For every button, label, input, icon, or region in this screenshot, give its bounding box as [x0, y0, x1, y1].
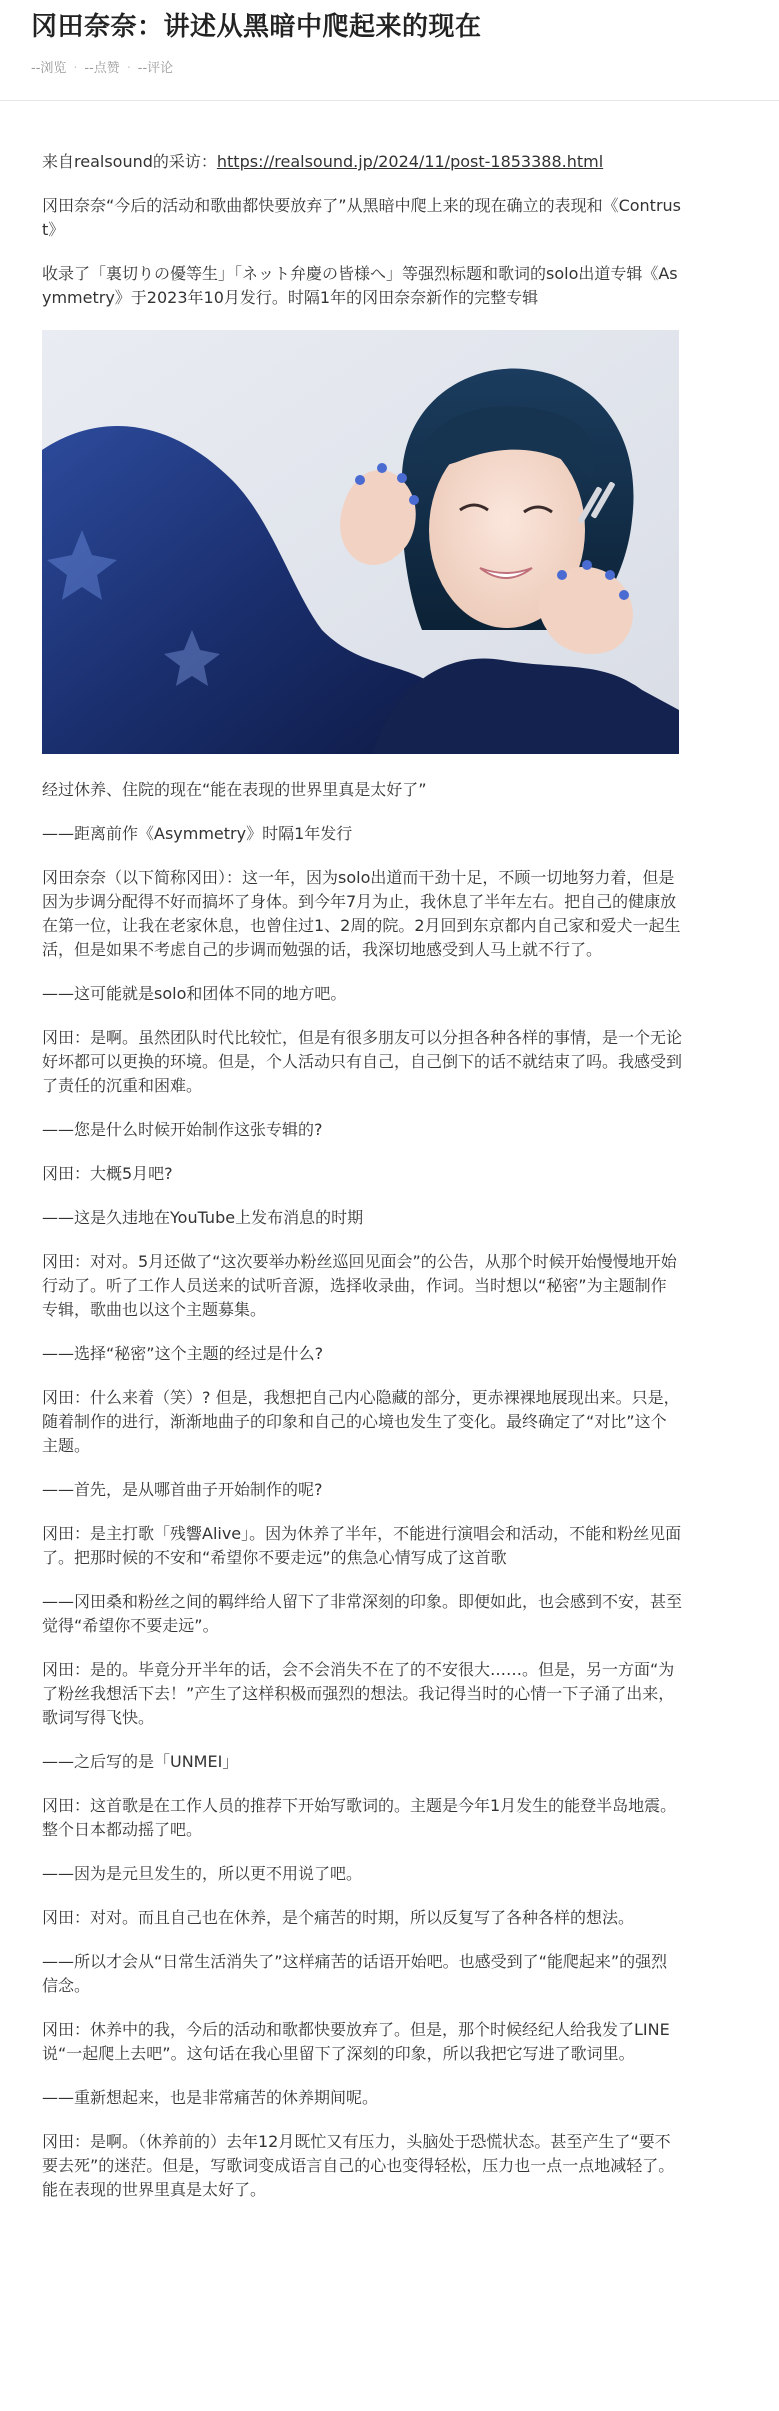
body-paragraph: 冈田：这首歌是在工作人员的推荐下开始写歌词的。主题是今年1月发生的能登半岛地震。整个日本都动摇了吧。 — [42, 1796, 677, 1839]
source-prefix: 来自realsound的采访： — [42, 152, 217, 171]
body-paragraph: ——因为是元旦发生的，所以更不用说了吧。 — [42, 1864, 363, 1883]
article-meta — [31, 60, 173, 78]
likes-count[interactable]: --点赞 — [84, 61, 120, 76]
body-paragraph: ——这是久违地在YouTube上发布消息的时期 — [42, 1208, 364, 1227]
body-paragraph: 冈田：大概5月吧? — [42, 1164, 173, 1183]
body-paragraph: 冈田：对对。而且自己也在休养，是个痛苦的时期，所以反复写了各种各样的想法。 — [42, 1908, 635, 1927]
body-paragraph: ——距离前作《Asymmetry》时隔1年发行 — [42, 824, 353, 843]
content-fade-overlay — [0, 2350, 779, 2411]
article-header — [0, 0, 779, 101]
body-paragraph: ——重新想起来，也是非常痛苦的休养期间呢。 — [42, 2088, 379, 2107]
body-paragraph: ——这可能就是solo和团体不同的地方吧。 — [42, 984, 347, 1003]
body-paragraph: ——之后写的是「UNMEI」 — [42, 1752, 239, 1771]
body-paragraph: ——冈田桑和粉丝之间的羁绊给人留下了非常深刻的印象。即便如此，也会感到不安，甚至觉得“希望你不要走远”。 — [42, 1592, 683, 1635]
body-paragraph: 冈田：是啊。虽然团队时代比较忙，但是有很多朋友可以分担各种各样的事情，是一个无论好坏都可以更换的环境。但是，个人活动只有自己，自己倒下的话不就结束了吗。我感受到了责任的沉重和困难。 — [42, 1028, 683, 1095]
body-paragraph: 冈田：对对。5月还做了“这次要举办粉丝巡回见面会”的公告，从那个时候开始慢慢地开始行动了。听了工作人员送来的试听音源，选择收录曲，作词。当时想以“秘密”为主题制作专辑，歌曲也以这个主题募集。 — [42, 1252, 677, 1319]
body-paragraph: 冈田：是主打歌「残響Alive」。因为休养了半年，不能进行演唱会和活动，不能和粉丝见面了。把那时候的不安和“希望你不要走远”的焦急心情写成了这首歌 — [42, 1524, 682, 1567]
source-line — [42, 150, 682, 174]
body-paragraph: 冈田：是啊。（休养前的）去年12月既忙又有压力，头脑处于恐慌状态。甚至产生了“要不要去死”的迷茫。但是，写歌词变成语言自己的心也变得轻松，压力也一点一点地减轻了。能在表现的世界里真是太好了。 — [42, 2132, 675, 2199]
intro-paragraph: 冈田奈奈“今后的活动和歌曲都快要放弃了”从黑暗中爬上来的现在确立的表现和《Contrust》 — [42, 196, 682, 239]
meta-separator: · — [126, 61, 131, 76]
meta-separator: · — [73, 61, 78, 76]
article-body — [42, 150, 682, 2222]
body-paragraph: ——首先，是从哪首曲子开始制作的呢? — [42, 1480, 323, 1499]
body-paragraph: ——所以才会从“日常生活消失了”这样痛苦的话语开始吧。也感受到了“能爬起来”的强烈信念。 — [42, 1952, 668, 1995]
source-link[interactable]: https://realsound.jp/2024/11/post-1853388.html — [216, 152, 604, 171]
article-photo — [42, 330, 679, 754]
body-paragraph: ——您是什么时候开始制作这张专辑的? — [42, 1120, 323, 1139]
comments-count[interactable]: --评论 — [137, 61, 174, 76]
views-count[interactable]: --浏览 — [31, 61, 67, 76]
body-paragraph: 冈田奈奈（以下简称冈田）：这一年，因为solo出道而干劲十足，不顾一切地努力着，但是因为步调分配得不好而搞坏了身体。到今年7月为止，我休息了半年左右。把自己的健康放在第一位，让我在老家休息，也曾住过1、2周的院。2月回到东京都内自己家和爱犬一起生活，但是如果不考虑自己的步调而勉强的话，我深切地感受到人马上就不行了。 — [42, 868, 681, 959]
body-paragraph: 冈田：什么来着（笑）? 但是，我想把自己内心隐藏的部分，更赤裸裸地展现出来。只是，随着制作的进行，渐渐地曲子的印象和自己的心境也发生了变化。最终确定了“对比”这个主题。 — [42, 1388, 680, 1455]
intro-paragraph: 收录了「裏切りの優等生」「ネット弁慶の皆様へ」等强烈标题和歌词的solo出道专辑《Asymmetry》于2023年10月发行。时隔1年的冈田奈奈新作的完整专辑 — [42, 264, 678, 307]
body-paragraph: ——选择“秘密”这个主题的经过是什么? — [42, 1344, 324, 1363]
body-paragraph: 经过休养、住院的现在“能在表现的世界里真是太好了” — [42, 780, 427, 799]
article-title: 冈田奈奈：讲述从黑暗中爬起来的现在 — [31, 12, 482, 42]
body-paragraph: 冈田：休养中的我，今后的活动和歌都快要放弃了。但是，那个时候经纪人给我发了LINE说“一起爬上去吧”。这句话在我心里留下了深刻的印象，所以我把它写进了歌词里。 — [42, 2020, 670, 2063]
body-paragraph: 冈田：是的。毕竟分开半年的话，会不会消失不在了的不安很大……。但是，另一方面“为了粉丝我想活下去！”产生了这样积极而强烈的想法。我记得当时的心情一下子涌了出来，歌词写得飞快。 — [42, 1660, 675, 1727]
